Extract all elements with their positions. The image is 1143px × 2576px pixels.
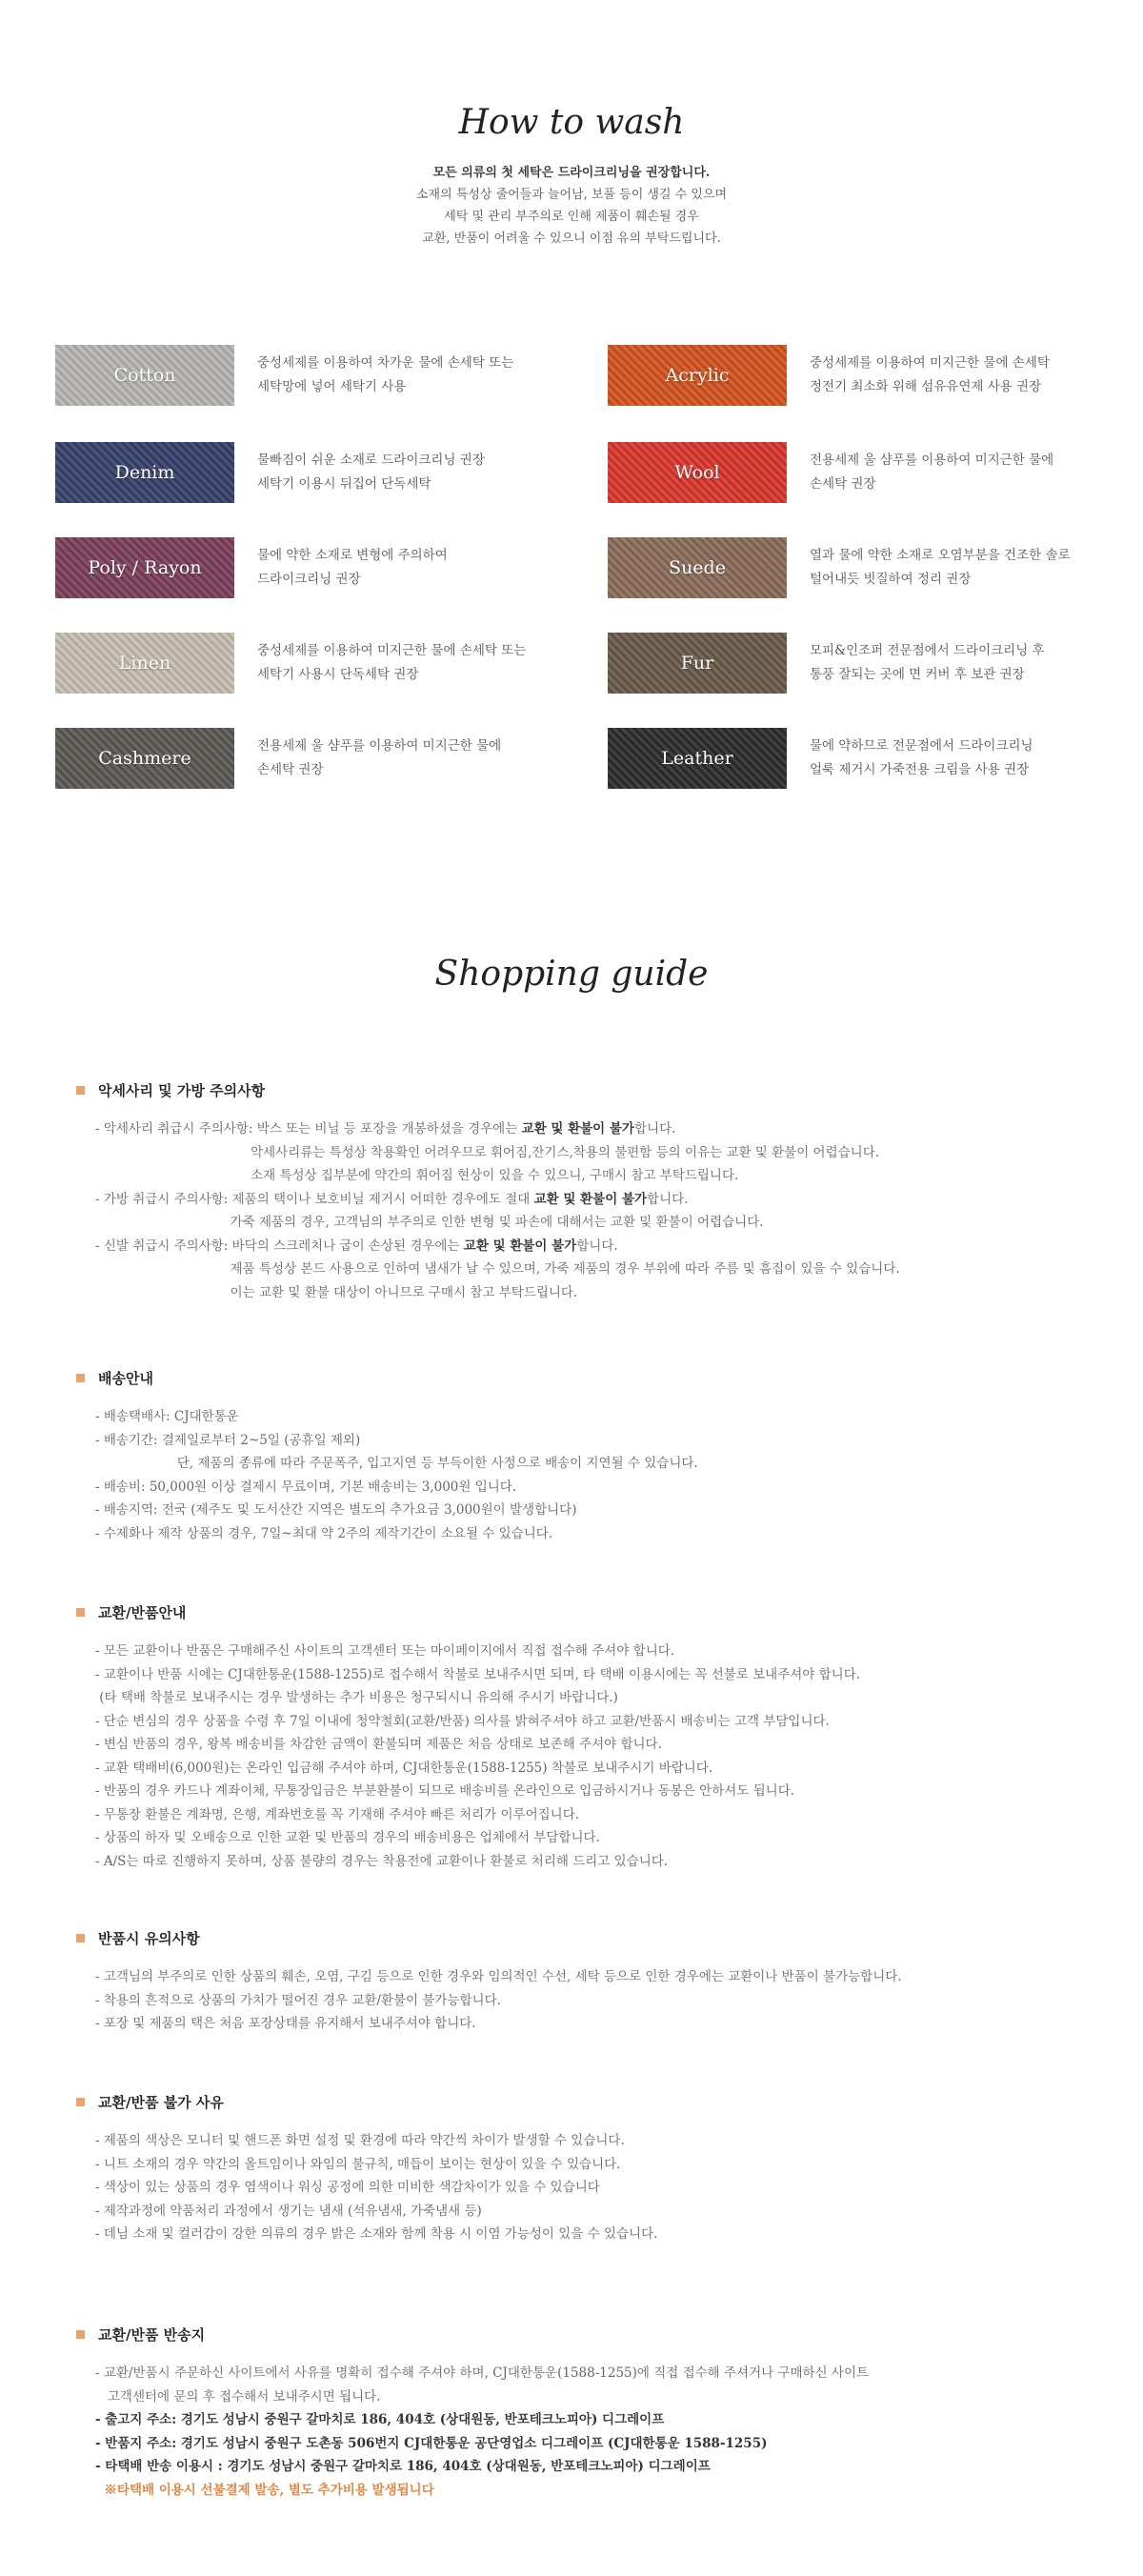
fabric-description xyxy=(257,449,572,496)
fabric-swatch: Fur xyxy=(608,633,787,694)
fabric-description-line: 모피&인조퍼 전문점에서 드라이크리닝 후 xyxy=(810,643,1045,658)
fabric-description-line: 얼룩 제거시 가죽전용 크림을 사용 권장 xyxy=(810,762,1030,777)
guide-line xyxy=(76,1476,1086,1499)
guide-line-text: - 니트 소재의 경우 약간의 올트임이나 와임의 불규칙, 매듭이 보이는 현상이 있을 수 있습니다. xyxy=(95,2156,621,2172)
fabric-swatch: Denim xyxy=(55,442,234,503)
fabric-description xyxy=(257,352,572,399)
fabric-swatch: Suede xyxy=(608,537,787,598)
guide-section xyxy=(76,1080,1086,1304)
guide-section-heading-text: 배송안내 xyxy=(98,1370,153,1387)
guide-line-text: - 색상이 있는 상품의 경우 염색이나 워싱 공정에 의한 미비한 색감차이가 있을 수 있습니다 xyxy=(95,2180,600,2195)
fabric-item-cashmere xyxy=(55,728,572,789)
guide-line-text: ※타택배 이용시 선불결제 발송, 별도 추가비용 발생됩니다 xyxy=(95,2482,434,2498)
guide-line xyxy=(76,1452,1086,1476)
guide-line xyxy=(76,2385,1086,2409)
fabric-item-suede xyxy=(608,537,1124,598)
guide-line-text: - 배송비: 50,000원 이상 결제시 무료이며, 기본 배송비는 3,000원 입니다. xyxy=(95,1479,517,1495)
guide-line-text: 제품 특성상 본드 사용으로 인하여 냄새가 날 수 있으며, 가죽 제품의 경우 부위에 따라 주름 및 흠집이 있을 수 있습니다. xyxy=(95,1261,900,1277)
guide-line xyxy=(76,1281,1086,1305)
fabric-description-line: 물에 약하므로 전문점에서 드라이크리닝 xyxy=(810,738,1033,754)
guide-line xyxy=(76,1989,1086,2013)
square-bullet-icon xyxy=(76,1608,85,1617)
guide-line xyxy=(76,1164,1086,1188)
fabric-item-denim xyxy=(55,442,572,503)
guide-line-text: - 상품의 하자 및 오배송으로 인한 교환 및 반품의 경우의 배송비용은 업체에서 부담합니다. xyxy=(95,1830,600,1845)
fabric-swatch: Acrylic xyxy=(608,345,787,406)
guide-line-text: 교환 및 환불이 불가 xyxy=(463,1238,577,1254)
fabric-item-linen xyxy=(55,633,572,694)
fabric-description-line: 중성세제를 이용하여 미지근한 물에 손세탁 xyxy=(810,355,1050,371)
square-bullet-icon xyxy=(76,1086,85,1095)
square-bullet-icon xyxy=(76,1374,85,1382)
guide-section-heading-text: 교환/반품 불가 사유 xyxy=(98,2094,224,2111)
guide-line xyxy=(76,2223,1086,2246)
fabric-swatch: Linen xyxy=(55,633,234,694)
fabric-description-line: 물빠짐이 쉬운 소재로 드라이크리닝 권장 xyxy=(257,453,485,468)
guide-line-text: - 교환/반품시 주문하신 사이트에서 사유를 명확히 접수해 주셔야 하며, CJ대한통운(1588-1255)에 직접 접수해 주셔거나 구매하신 사이트 xyxy=(95,2365,870,2381)
fabric-description xyxy=(257,544,572,592)
guide-line xyxy=(76,1710,1086,1734)
wash-intro-line: 세탁 및 관리 부주의로 인해 제품이 훼손될 경우 xyxy=(444,210,699,224)
guide-line-text: - 출고지 주소: 경기도 성남시 중원구 갈마치로 186, 404호 (상대원동, 반포테크노피아) 디그레이프 xyxy=(95,2412,665,2427)
guide-section-heading-text: 교환/반품안내 xyxy=(98,1604,187,1621)
guide-line xyxy=(76,1640,1086,1663)
guide-line-text: 합니다. xyxy=(633,1121,676,1137)
fabric-description-line: 물에 약한 소재로 변형에 주의하여 xyxy=(257,548,448,563)
guide-line xyxy=(76,1826,1086,1850)
fabric-swatch: Cashmere xyxy=(55,728,234,789)
guide-section xyxy=(76,1368,1086,1545)
wash-intro-line: 소재의 특성상 줄어들과 늘어남, 보풀 등이 생길 수 있으며 xyxy=(415,188,728,202)
square-bullet-icon xyxy=(76,2330,85,2339)
guide-line xyxy=(76,2408,1086,2432)
guide-section xyxy=(76,1602,1086,1873)
guide-line xyxy=(76,2129,1086,2153)
fabric-description-line: 정전기 최소화 위해 섬유유연제 사용 권장 xyxy=(810,379,1042,394)
guide-line-text: - 고객님의 부주의로 인한 상품의 훼손, 오염, 구김 등으로 인한 경우와 임의적인 수선, 세탁 등으로 인한 경우에는 교환이나 반품이 불가능합니다. xyxy=(95,1969,902,1984)
guide-line-text: - 교환 택배비(6,000원)는 온라인 입금해 주셔야 하며, CJ대한통운(1588-1255) 착불로 보내주시기 바랍니다. xyxy=(95,1760,713,1776)
fabric-description-line: 전용세제 울 샴푸를 이용하여 미지근한 물에 xyxy=(810,453,1054,468)
guide-line-text: - 모든 교환이나 반품은 구매해주신 사이트의 고객센터 또는 마이페이지에서 직접 접수해 주셔야 합니다. xyxy=(95,1643,675,1659)
fabric-description-line: 세탁망에 넣어 세탁기 사용 xyxy=(257,379,407,394)
wash-intro-line: 모든 의류의 첫 세탁은 드라이크리닝을 권장합니다. xyxy=(432,166,711,180)
fabric-description xyxy=(810,639,1124,687)
fabric-description-line: 열과 물에 약한 소재로 오염부분을 건조한 솔로 xyxy=(810,548,1071,563)
guide-section-heading-text: 악세사리 및 가방 주의사항 xyxy=(98,1082,266,1099)
fabric-item-wool xyxy=(608,442,1124,503)
guide-line-text: - 타택배 반송 이용시 : 경기도 성남시 중원구 갈마치로 186, 404호 (상대원동, 반포테크노피아) 디그레이프 xyxy=(95,2459,711,2474)
fabric-description-line: 드라이크리닝 권장 xyxy=(257,572,361,587)
guide-line-text: - 교환이나 반품 시에는 CJ대한통운(1588-1255)로 접수해서 착불로 보내주시면 되며, 타 택배 이용시에는 꼭 선불로 보내주셔야 합니다. xyxy=(95,1666,861,1682)
guide-section-heading-text: 교환/반품 반송지 xyxy=(98,2326,206,2344)
guide-line xyxy=(76,1405,1086,1429)
guide-section-heading-text: 반품시 유의사항 xyxy=(98,1930,200,1947)
guide-line xyxy=(76,1663,1086,1687)
guide-line-text: - 배송기간: 결제일로부터 2~5일 (공휴일 제외) xyxy=(95,1432,361,1448)
guide-line xyxy=(76,1429,1086,1453)
wash-intro-line: 교환, 반품이 어려울 수 있으니 이점 유의 부탁드립니다. xyxy=(422,231,721,246)
guide-line-text: - 악세사리 취급시 주의사항: 박스 또는 비닐 등 포장을 개봉하셨을 경우에는 xyxy=(95,1121,522,1137)
fabric-description-line: 손세탁 권장 xyxy=(810,476,876,492)
guide-line xyxy=(76,1211,1086,1235)
guide-section-heading xyxy=(76,2092,1086,2112)
guide-line-text: - 데님 소재 및 컬러감이 강한 의류의 경우 밝은 소재와 함께 착용 시 이염 가능성이 있을 수 있습니다. xyxy=(95,2226,658,2242)
guide-line xyxy=(76,1686,1086,1710)
fabric-swatch: Cotton xyxy=(55,345,234,406)
fabric-description xyxy=(810,735,1124,782)
guide-line xyxy=(76,1803,1086,1827)
fabric-description xyxy=(257,735,572,782)
guide-line-text: - 변심 반품의 경우, 왕복 배송비를 차감한 금액이 환불되며 제품은 처음 상태로 보존해 주셔야 합니다. xyxy=(95,1737,662,1752)
guide-line-text: 이는 교환 및 환불 대상이 아니므로 구매시 참고 부탁드립니다. xyxy=(95,1284,578,1300)
guide-line xyxy=(76,1258,1086,1281)
guide-line xyxy=(76,1522,1086,1546)
guide-line-text: - 반품지 주소: 경기도 성남시 중원구 도촌동 506번지 CJ대한통운 공단영업소 디그레이프 (CJ대한통운 1588-1255) xyxy=(95,2435,768,2451)
fabric-description-line: 세탁기 이용시 뒤집어 단독세탁 xyxy=(257,476,431,492)
guide-line xyxy=(76,1117,1086,1141)
fabric-swatch: Wool xyxy=(608,442,787,503)
guide-line xyxy=(76,1188,1086,1212)
guide-section-heading xyxy=(76,2324,1086,2345)
guide-line-text: - 반품의 경우 카드나 계좌이체, 무통장입금은 부분환불이 되므로 배송비를 온라인으로 입금하시거나 동봉은 안하셔도 됩니다. xyxy=(95,1783,795,1799)
fabric-description-line: 통풍 잘되는 곳에 면 커버 후 보관 권장 xyxy=(810,667,1025,682)
guide-section xyxy=(76,2324,1086,2502)
fabric-description xyxy=(810,449,1124,496)
guide-line xyxy=(76,2362,1086,2385)
guide-line xyxy=(76,1757,1086,1781)
wash-intro xyxy=(0,162,1143,250)
guide-line xyxy=(76,2479,1086,2503)
guide-line xyxy=(76,2200,1086,2224)
guide-line-text: - 수제화나 제작 상품의 경우, 7일~최대 약 2주의 제작기간이 소요될 수 있습니다. xyxy=(95,1525,553,1541)
guide-line xyxy=(76,1850,1086,1874)
fabric-description xyxy=(257,639,572,687)
guide-section xyxy=(76,2092,1086,2246)
guide-line-text: 교환 및 환불이 불가 xyxy=(533,1191,648,1207)
guide-line-text: - 단순 변심의 경우 상품을 수령 후 7일 이내에 청약철회(교환/반품) 의사를 밝혀주셔야 하고 교환/반품시 배송비는 고객 부담입니다. xyxy=(95,1713,830,1729)
fabric-description-line: 털어내듯 빗질하여 정리 권장 xyxy=(810,572,972,587)
fabric-item-leather xyxy=(608,728,1124,789)
fabric-item-acrylic xyxy=(608,345,1124,406)
guide-line-text: 가죽 제품의 경우, 고객님의 부주의로 인한 변형 및 파손에 대해서는 교환 및 환불이 어렵습니다. xyxy=(95,1215,764,1230)
guide-line xyxy=(76,2432,1086,2456)
guide-line-text: - 가방 취급시 주의사항: 제품의 택이나 보호비닐 제거시 어떠한 경우에도 절대 xyxy=(95,1191,534,1207)
fabric-description-line: 손세탁 권장 xyxy=(257,762,324,777)
guide-line xyxy=(76,2455,1086,2479)
guide-line xyxy=(76,1965,1086,1989)
fabric-swatch: Leather xyxy=(608,728,787,789)
guide-line xyxy=(76,1780,1086,1803)
guide-line xyxy=(76,1141,1086,1165)
guide-line-text: - 배송택배사: CJ대한통운 xyxy=(95,1409,239,1424)
guide-line-text: - 제품의 색상은 모니터 및 핸드폰 화면 설정 및 환경에 따라 약간씩 차이가 발생할 수 있습니다. xyxy=(95,2133,625,2148)
guide-line-text: - 무통장 환불은 계좌명, 은행, 계좌번호를 꼭 기재해 주셔야 빠른 처리가 이루어집니다. xyxy=(95,1806,580,1822)
guide-line-text: - 배송지역: 전국 (제주도 및 도서산간 지역은 별도의 추가요금 3,000원이 발생합니다) xyxy=(95,1502,577,1518)
guide-line-text: 합니다. xyxy=(647,1191,689,1207)
guide-line xyxy=(76,2153,1086,2177)
fabric-description-line: 세탁기 사용시 단독세탁 권장 xyxy=(257,667,419,682)
guide-line-text: 교환 및 환불이 불가 xyxy=(521,1121,634,1137)
guide-line xyxy=(76,1235,1086,1258)
guide-line-text: - 포장 및 제품의 택은 처음 포장상태를 유지해서 보내주셔야 합니다. xyxy=(95,2016,476,2031)
guide-line xyxy=(76,2012,1086,2036)
guide-line xyxy=(76,2176,1086,2200)
fabric-swatch: Poly / Rayon xyxy=(55,537,234,598)
guide-line-text: - 제작과정에 약품처리 과정에서 생기는 냄새 (석유냄새, 가죽냄새 등) xyxy=(95,2203,482,2219)
fabric-description-line: 중성세제를 이용하여 미지근한 물에 손세탁 또는 xyxy=(257,643,527,658)
square-bullet-icon xyxy=(76,1934,85,1942)
fabric-item-fur xyxy=(608,633,1124,694)
guide-line-text: 고객센터에 문의 후 접수해서 보내주시면 됩니다. xyxy=(95,2388,381,2405)
guide-line-text: 소재 특성상 집부분에 약간의 휘어짐 현상이 있을 수 있으니, 구매시 참고 부탁드립니다. xyxy=(95,1168,739,1183)
guide-section-heading xyxy=(76,1928,1086,1948)
guide-line-text: 악세사리류는 특성상 착용확인 어려우므로 휘어짐,잔기스,착용의 불편함 등의 이유는 교환 및 환불이 어렵습니다. xyxy=(95,1144,880,1160)
square-bullet-icon xyxy=(76,2098,85,2106)
fabric-description-line: 중성세제를 이용하여 차가운 물에 손세탁 또는 xyxy=(257,355,514,371)
how-to-wash-title: How to wash xyxy=(458,103,685,142)
fabric-description xyxy=(810,352,1124,399)
fabric-item-cotton xyxy=(55,345,572,406)
guide-section-heading xyxy=(76,1080,1086,1100)
fabric-description-line: 전용세제 울 샴푸를 이용하여 미지근한 물에 xyxy=(257,738,502,754)
guide-line-text: - A/S는 따로 진행하지 못하며, 상품 불량의 경우는 착용전에 교환이나 환불로 처리해 드리고 있습니다. xyxy=(95,1853,669,1869)
guide-section-heading xyxy=(76,1602,1086,1622)
guide-line-text: - 신발 취급시 주의사항: 바닥의 스크레치나 굽이 손상된 경우에는 xyxy=(95,1238,464,1254)
guide-section-heading xyxy=(76,1368,1086,1388)
guide-line-text: 합니다. xyxy=(576,1238,618,1254)
fabric-description xyxy=(810,544,1124,592)
guide-line xyxy=(76,1499,1086,1522)
guide-line-text: (타 택배 착불로 보내주시는 경우 발생하는 추가 비용은 청구되시니 유의해 주시기 바랍니다.) xyxy=(95,1690,618,1705)
guide-line xyxy=(76,1733,1086,1757)
guide-line-text: 단, 제품의 종류에 따라 주문폭주, 입고지연 등 부득이한 사정으로 배송이 지연될 수 있습니다. xyxy=(95,1456,698,1471)
guide-section xyxy=(76,1928,1086,2036)
guide-line-text: - 착용의 흔적으로 상품의 가치가 떨어진 경우 교환/환불이 불가능합니다. xyxy=(95,1992,501,2008)
fabric-item-poly-rayon xyxy=(55,537,572,598)
shopping-guide-title: Shopping guide xyxy=(434,955,709,994)
